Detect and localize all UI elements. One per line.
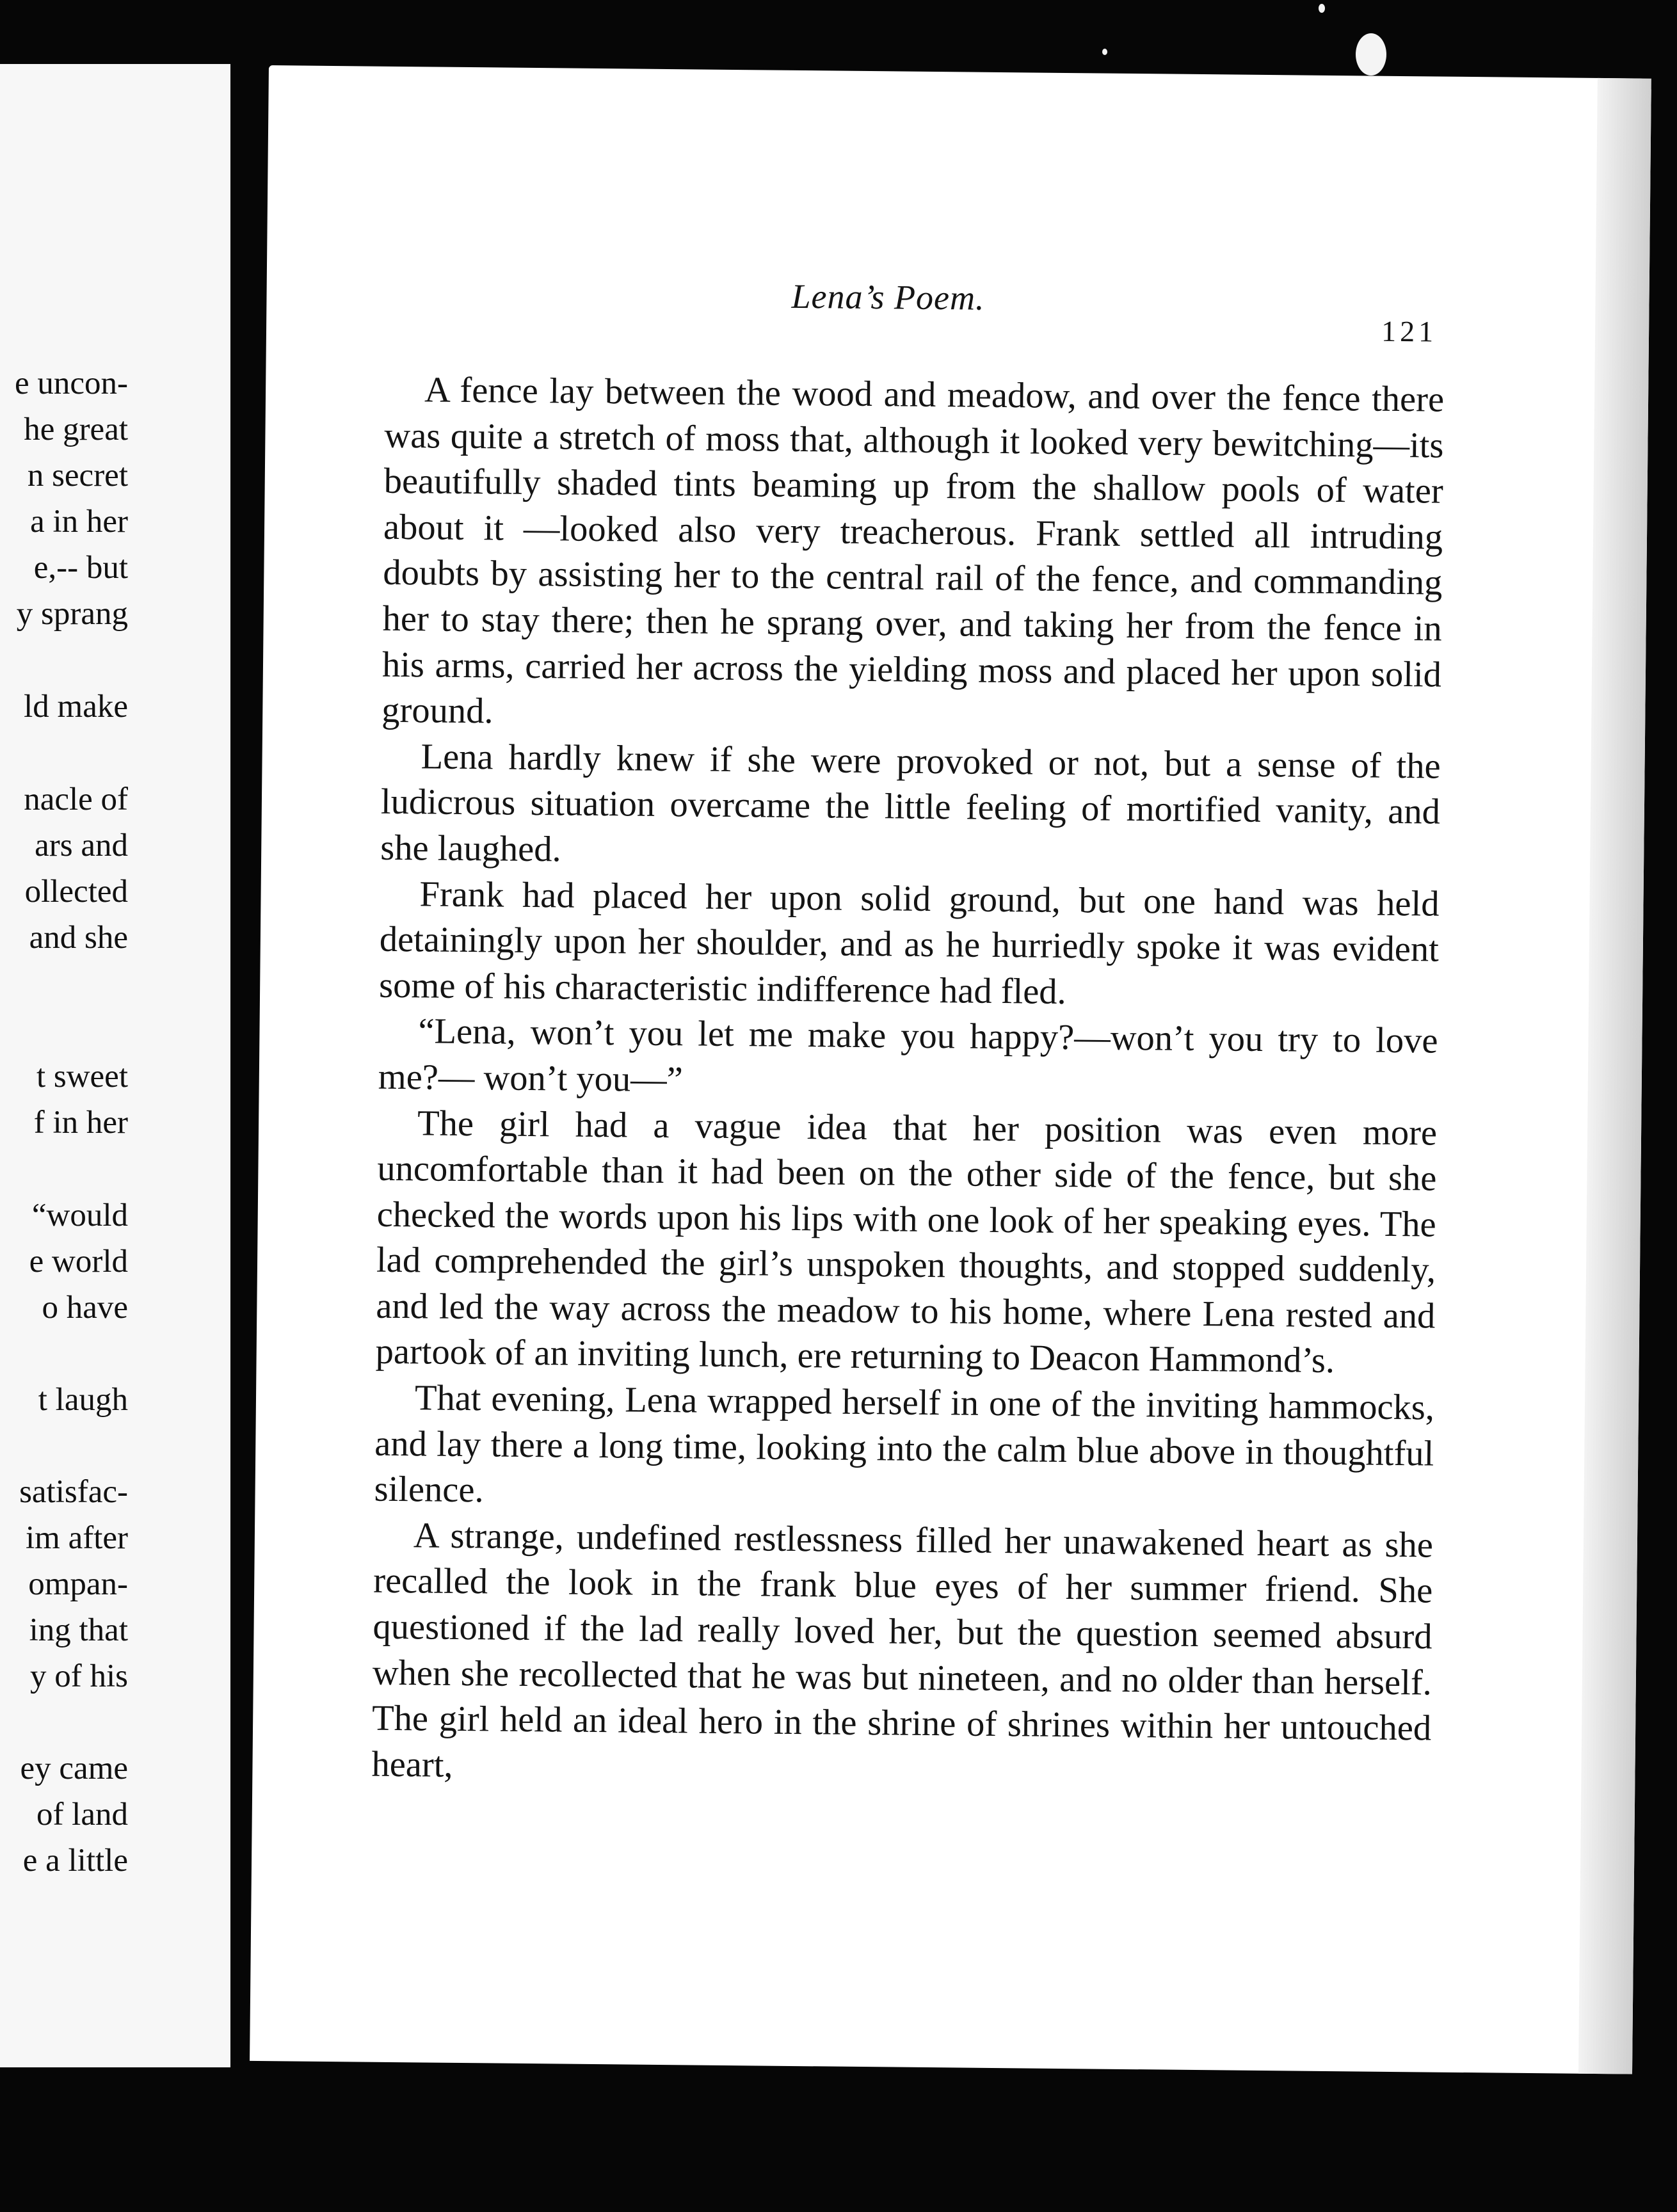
left-page-line: ey came xyxy=(20,1751,128,1786)
page-number: 121 xyxy=(1381,314,1438,348)
left-page-line: e a little xyxy=(22,1843,128,1879)
paragraph: A fence lay between the wood and meadow, and over the fence there was quite a stretch of moss that, although it looked very bewitching—its beautifully shaded tints beaming up from the shallow pools of water about it —looked also very treacherous. Frank settled all intruding doubts by assisting her to the central rail of the fence, and commanding her to stay there; then he sprang over, and taking her from the fence in his arms, carried her across the yielding moss and placed her upon solid ground. xyxy=(381,370,1445,732)
left-page-line: o have xyxy=(42,1290,128,1326)
left-page-line: t laugh xyxy=(38,1382,128,1418)
left-page-line: y of his xyxy=(30,1658,128,1694)
left-page-line: a in her xyxy=(30,504,128,540)
left-page-line: “would xyxy=(31,1198,128,1233)
left-page-line: n secret xyxy=(27,458,128,493)
paragraph: The girl had a vague idea that her position was even more uncomfortable than it had been on the other side of the fence, but she checked the words upon his lips with one look of her speaking eyes. The lad comprehended the girl’s unspoken thoughts, and stopped suddenly, and led the way across the meadow to his home, where Lena rested and partook of an inviting lunch, ere returning to Deacon Hammond’s. xyxy=(375,1103,1438,1381)
running-head: Lena’s Poem. xyxy=(791,276,985,317)
paragraph: Lena hardly knew if she were provoked or not, but a sense of the ludicrous situation overcame the little feeling of mortified vanity, and she laughed. xyxy=(380,737,1441,870)
left-page-line: e,-- but xyxy=(33,550,128,586)
left-page-line: f in her xyxy=(33,1105,128,1141)
paragraph: Frank had placed her upon solid ground, but one hand was held detainingly upon her shoulder, and as he hurriedly spoke it was evident some of his characteristic indifference had fled. xyxy=(378,874,1440,1012)
paragraph: “Lena, won’t you let me make you happy?—won’t you try to love me?— won’t you—” xyxy=(378,1011,1438,1100)
left-page-line: satisfac- xyxy=(19,1474,128,1510)
left-page-line: ollected xyxy=(24,874,128,910)
paragraph: That evening, Lena wrapped herself in one of the inviting hammocks, and lay there a long time, looking into the calm blue above in thoughtful silence. xyxy=(374,1378,1435,1511)
left-page-line: ars and xyxy=(35,828,128,863)
left-page-line: he great xyxy=(24,412,128,447)
right-page xyxy=(250,65,1651,2074)
left-page-line: e uncon- xyxy=(14,365,128,401)
left-page-line: e world xyxy=(29,1244,128,1279)
body-text xyxy=(371,367,1444,1798)
left-page-line: ing that xyxy=(29,1612,128,1648)
left-page-line: t sweet xyxy=(36,1059,128,1094)
left-page-line: ld make xyxy=(24,689,128,725)
scan-speck xyxy=(1102,49,1107,55)
scan-speck xyxy=(1319,4,1325,13)
left-page-line: im after xyxy=(26,1520,128,1556)
left-page-line: and she xyxy=(29,920,128,956)
left-page xyxy=(0,64,230,2067)
page-edge xyxy=(1578,78,1651,2074)
paragraph: A strange, undefined restlessness filled her unawakened heart as she recalled the look in the frank blue eyes of her summer friend. She questioned if the lad really loved her, but the question seemed absurd when she recollected that he was but nineteen, and no older than herself. The girl held an ideal hero in the shrine of shrines within her untouched heart, xyxy=(371,1516,1434,1785)
left-page-line: nacle of xyxy=(24,781,128,817)
left-page-line: y sprang xyxy=(16,596,128,632)
scan-speck xyxy=(1356,33,1386,76)
left-page-line: ompan- xyxy=(28,1566,128,1602)
left-page-line: of land xyxy=(36,1797,128,1832)
